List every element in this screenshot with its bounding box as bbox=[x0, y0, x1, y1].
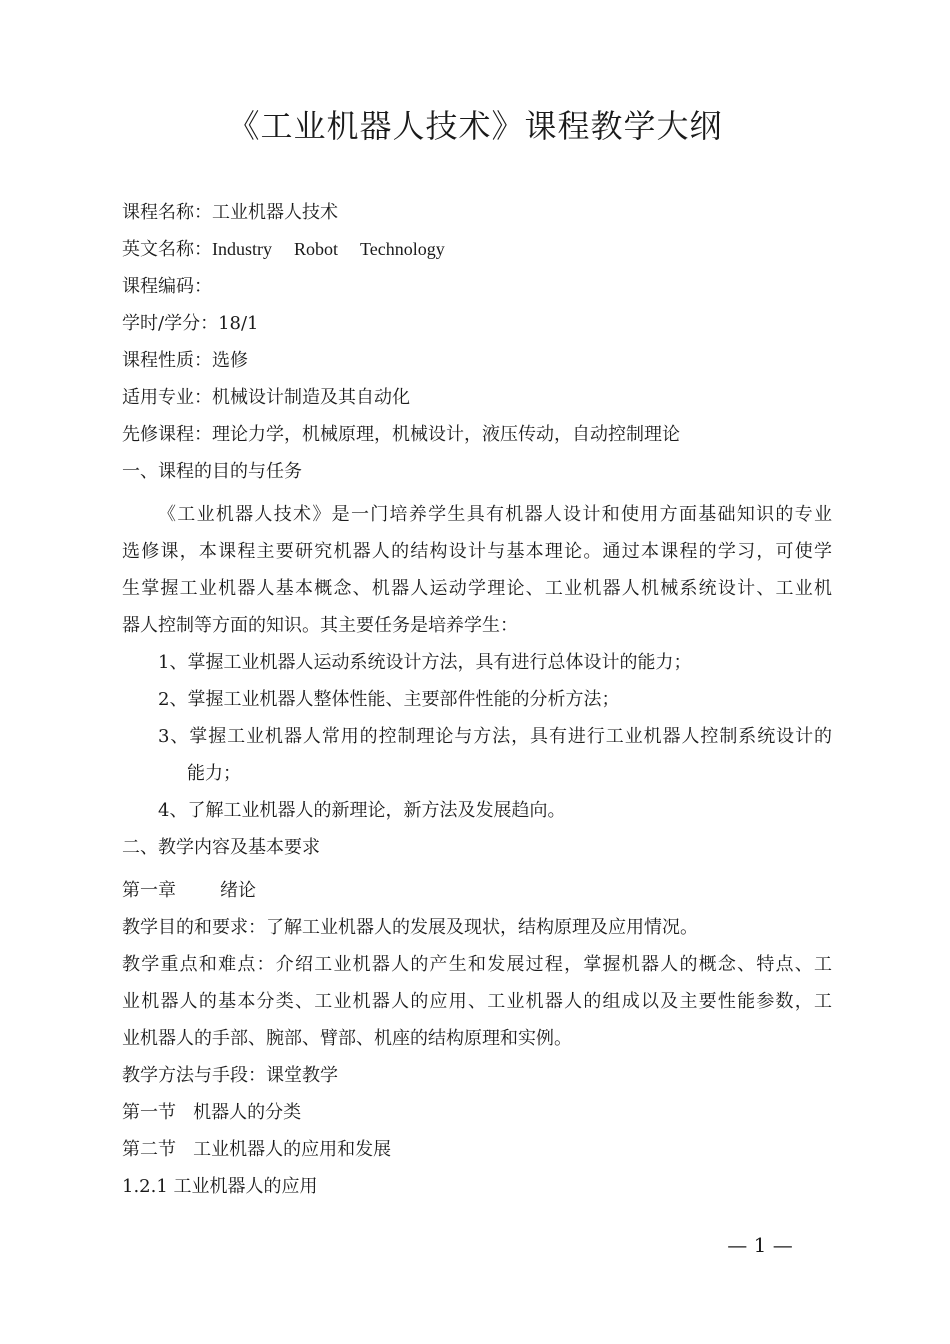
chapter-heading bbox=[122, 872, 832, 909]
paragraph-line: 选修课，本课程主要研究机器人的结构设计与基本理论。通过本课程的学习，可使学 bbox=[122, 541, 832, 562]
prerequisites: 先修课程：理论力学，机械原理，机械设计，液压传动，自动控制理论 bbox=[122, 424, 680, 445]
section-entry-1: 第一节 机器人的分类 bbox=[122, 1102, 302, 1123]
document-title: 《工业机器人技术》课程教学大纲 bbox=[227, 107, 723, 145]
english-name-word-1: Industry bbox=[212, 239, 272, 259]
course-nature: 课程性质：选修 bbox=[122, 350, 248, 371]
paragraph-line: 器人控制等方面的知识。其主要任务是培养学生： bbox=[122, 615, 518, 636]
paragraph-line: 生掌握工业机器人基本概念、机器人运动学理论、工业机器人机械系统设计、工业机 bbox=[122, 578, 832, 599]
key-points-line: 教学重点和难点：介绍工业机器人的产生和发展过程，掌握机器人的概念、特点、工 bbox=[122, 954, 832, 975]
english-name-label: 英文名称： bbox=[122, 239, 212, 260]
applicable-major: 适用专业：机械设计制造及其自动化 bbox=[122, 387, 410, 408]
paragraph-line: 《工业机器人技术》是一门培养学生具有机器人设计和使用方面基础知识的专业 bbox=[158, 504, 832, 525]
page-number: — 1 — bbox=[727, 1233, 793, 1257]
task-item-2: 2、掌握工业机器人整体性能、主要部件性能的分析方法； bbox=[158, 689, 620, 710]
section-2-heading: 二、教学内容及基本要求 bbox=[122, 837, 320, 858]
document-body bbox=[122, 194, 832, 1205]
chapter-title: 绪论 bbox=[220, 880, 256, 901]
task-item-4: 4、了解工业机器人的新理论，新方法及发展趋向。 bbox=[158, 800, 566, 821]
hours-credits: 学时/学分：18/1 bbox=[122, 313, 259, 334]
english-name-word-2: Robot bbox=[294, 239, 339, 259]
task-item-3: 3、掌握工业机器人常用的控制理论与方法，具有进行工业机器人控制系统设计的 bbox=[158, 726, 832, 747]
key-points-line: 业机器人的手部、腕部、臂部、机座的结构原理和实例。 bbox=[122, 1028, 572, 1049]
subsection-entry: 1.2.1 工业机器人的应用 bbox=[122, 1176, 318, 1197]
section-1-heading: 一、课程的目的与任务 bbox=[122, 461, 302, 482]
course-code: 课程编码： bbox=[122, 276, 212, 297]
teaching-methods: 教学方法与手段：课堂教学 bbox=[122, 1065, 338, 1086]
english-name-word-3: Technology bbox=[360, 239, 445, 259]
task-item-1: 1、掌握工业机器人运动系统设计方法，具有进行总体设计的能力； bbox=[158, 652, 692, 673]
teaching-goals: 教学目的和要求：了解工业机器人的发展及现状，结构原理及应用情况。 bbox=[122, 917, 698, 938]
task-item-3-continued: 能力； bbox=[187, 763, 241, 784]
course-name: 课程名称：工业机器人技术 bbox=[122, 202, 338, 223]
chapter-number: 第一章 bbox=[122, 880, 176, 901]
english-name bbox=[122, 231, 832, 268]
key-points-line: 业机器人的基本分类、工业机器人的应用、工业机器人的组成以及主要性能参数，工 bbox=[122, 991, 832, 1012]
section-entry-2: 第二节 工业机器人的应用和发展 bbox=[122, 1139, 392, 1160]
